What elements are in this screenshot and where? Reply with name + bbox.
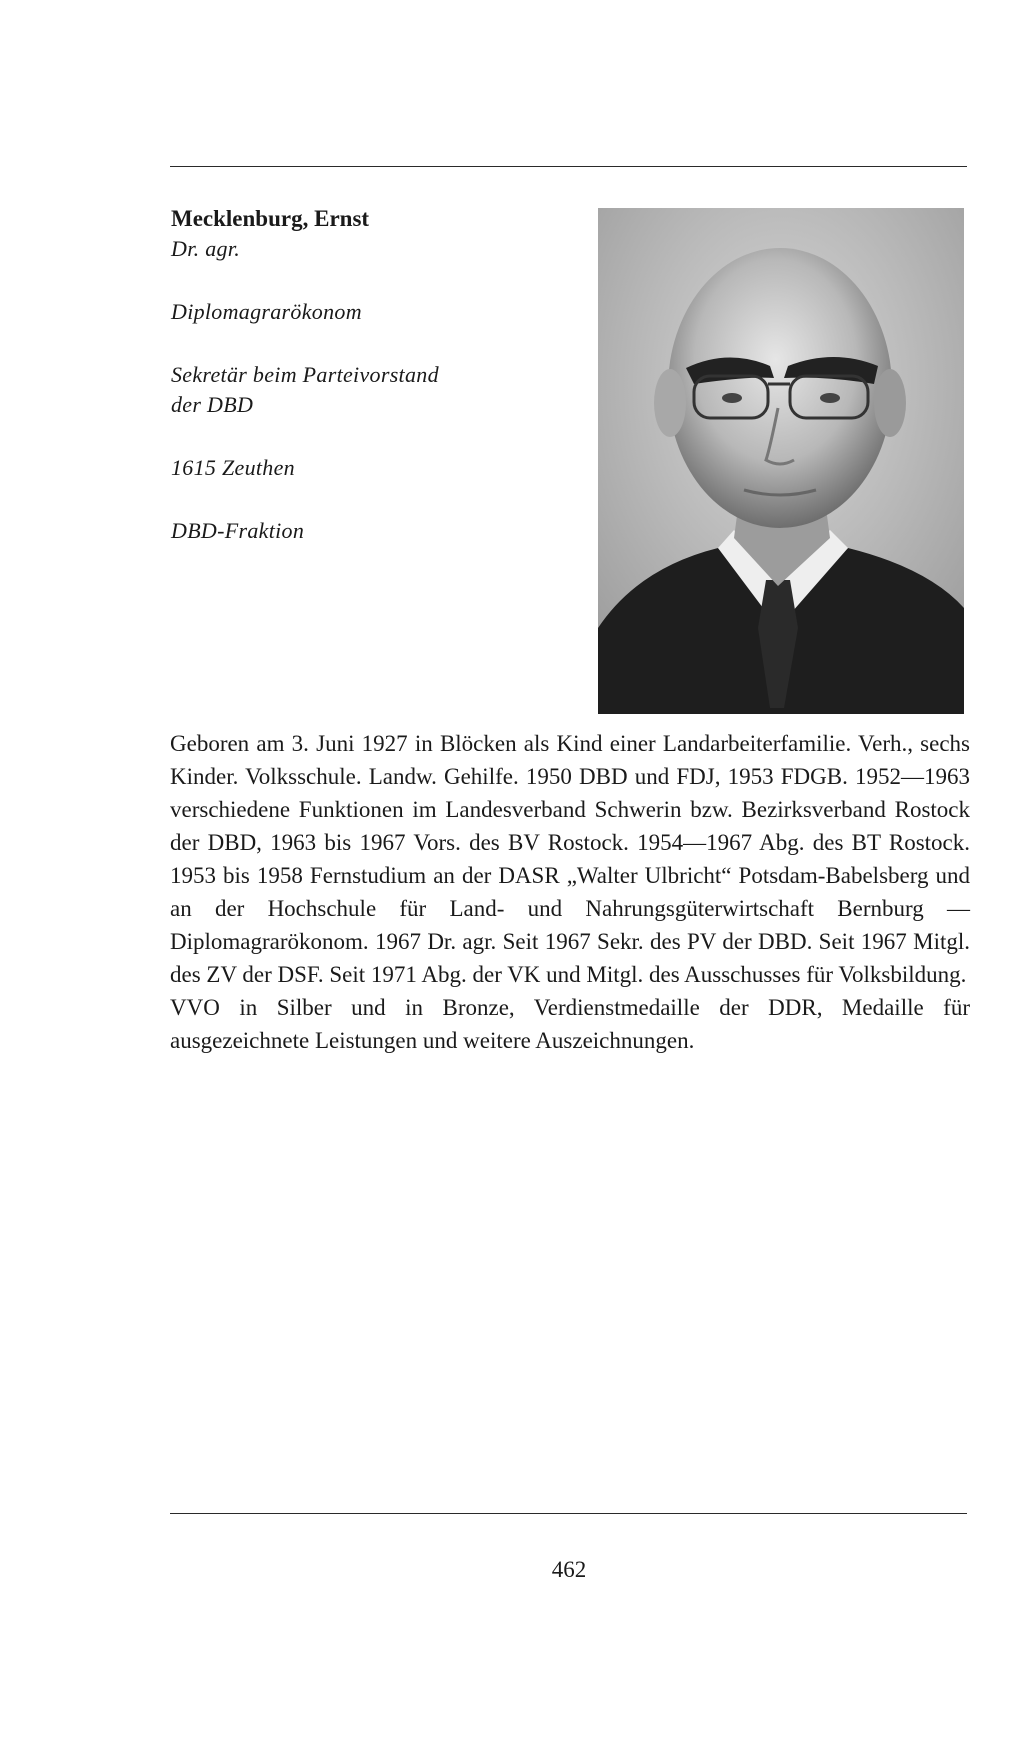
- portrait-photo: [598, 208, 964, 714]
- academic-title: Dr. agr.: [171, 236, 241, 261]
- biography-paragraph-2: VVO in Silber und in Bronze, Verdienstmedaille der DDR, Medaille für ausgezeichnete Leistungen und weitere Auszeichnungen.: [170, 995, 970, 1053]
- person-name: Mecklenburg, Ernst: [171, 206, 370, 231]
- address: 1615 Zeuthen: [171, 455, 295, 480]
- bottom-rule: [170, 1513, 967, 1514]
- biography-paragraph-1: Geboren am 3. Juni 1927 in Blöcken als Kind einer Landarbeiterfamilie. Verh., sechs Kinder. Volksschule. Landw. Gehilfe. 1950 DBD und FDJ, 1953 FDGB. 1952—1963 verschiedene Funktionen im Landesverband Schwerin bzw. Bezirksverband Rostock der DBD, 1963 bis 1967 Vors. des BV Rostock. 1954—1967 Abg. des BT Rostock. 1953 bis 1958 Fernstudium an der DASR „Walter Ulbricht“ Potsdam-Babelsberg und an der Hochschule für Land- und Nahrungsgüterwirtschaft Bernburg — Diplomagrarökonom. 1967 Dr. agr. Seit 1967 Sekr. des PV der DBD. Seit 1967 Mitgl. des ZV der DSF. Seit 1971 Abg. der VK und Mitgl. des Ausschusses für Volksbildung.: [170, 731, 970, 987]
- entry-header: [171, 204, 591, 546]
- position-line-1: Sekretär beim Parteivorstand: [171, 362, 439, 387]
- faction: DBD-Fraktion: [171, 518, 305, 543]
- profession: Diplomagrarökonom: [171, 299, 362, 324]
- position-line-2: der DBD: [171, 392, 254, 417]
- top-rule: [170, 166, 967, 167]
- page-number: 462: [551, 1557, 587, 1582]
- biography: [170, 727, 970, 1057]
